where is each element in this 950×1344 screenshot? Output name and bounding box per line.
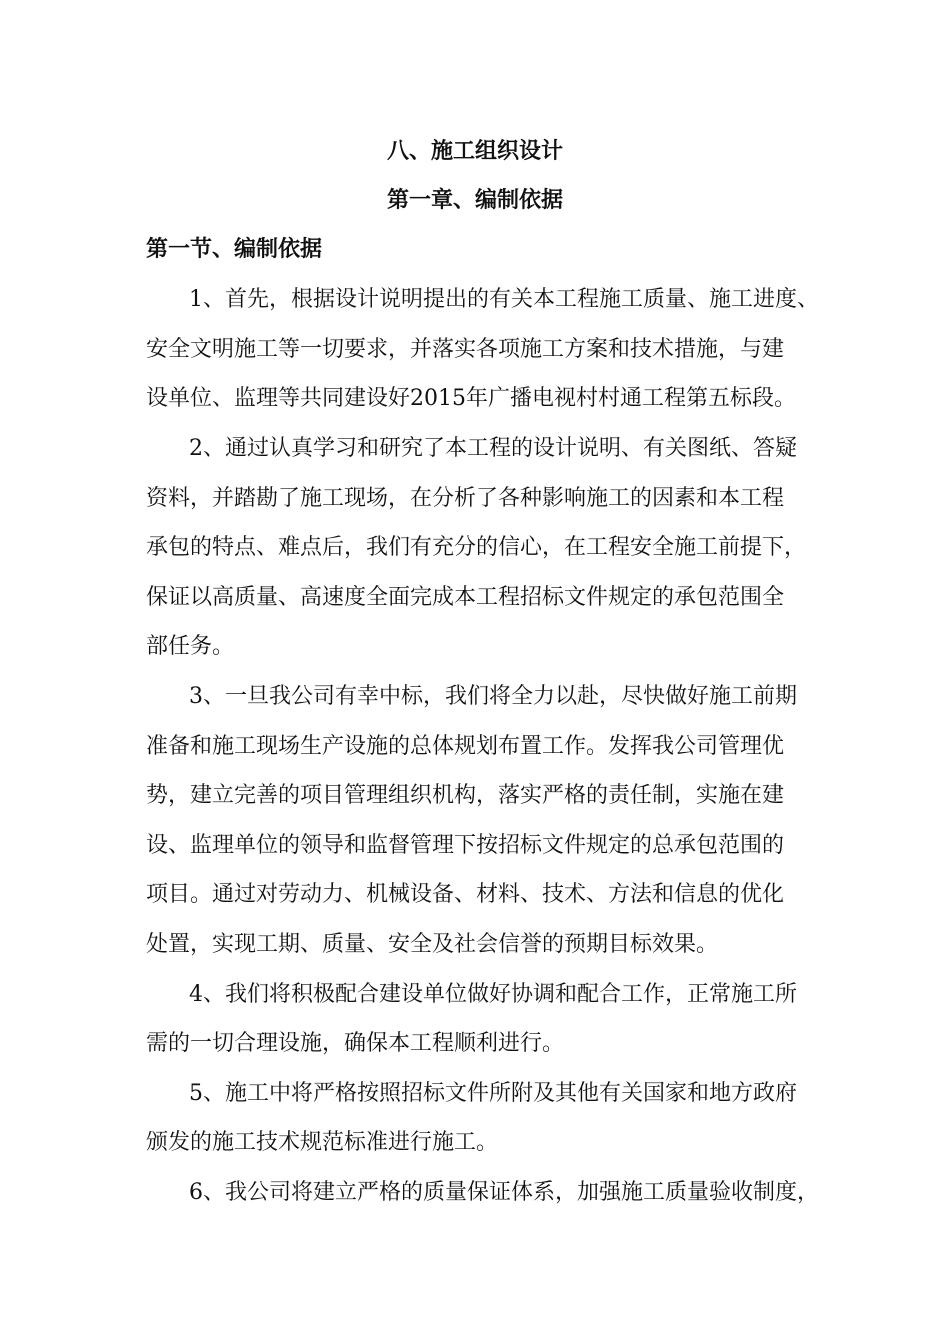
paragraph-2-line-1: 2、通过认真学习和研究了本工程的设计说明、有关图纸、答疑 bbox=[189, 436, 797, 461]
paragraph-6-line-1: 6、我公司将建立严格的质量保证体系，加强施工质量验收制度， bbox=[189, 1180, 819, 1205]
paragraph-3-line-2: 准备和施工现场生产设施的总体规划布置工作。发挥我公司管理优 bbox=[146, 734, 785, 759]
section-heading: 第一节、编制依据 bbox=[146, 237, 323, 262]
paragraph-3-line-5: 项目。通过对劳动力、机械设备、材料、技术、方法和信息的优化 bbox=[146, 882, 785, 907]
paragraph-1-line-3: 设单位、监理等共同建设好2015年广播电视村村通工程第五标段。 bbox=[146, 386, 796, 411]
paragraph-2-line-4: 保证以高质量、高速度全面完成本工程招标文件规定的承包范围全 bbox=[146, 585, 785, 610]
paragraph-3-line-3: 势，建立完善的项目管理组织机构，落实严格的责任制，实施在建 bbox=[146, 783, 785, 808]
paragraph-5-line-2: 颁发的施工技术规范标准进行施工。 bbox=[146, 1130, 499, 1155]
paragraph-2-line-5: 部任务。 bbox=[146, 634, 235, 659]
document-title: 八、施工组织设计 bbox=[386, 139, 563, 164]
paragraph-1-line-2: 安全文明施工等一切要求，并落实各项施工方案和技术措施，与建 bbox=[146, 337, 785, 362]
paragraph-3-line-6: 处置，实现工期、质量、安全及社会信誉的预期目标效果。 bbox=[146, 932, 719, 957]
paragraph-3-line-4: 设、监理单位的领导和监督管理下按招标文件规定的总承包范围的 bbox=[146, 833, 785, 858]
paragraph-4-line-1: 4、我们将积极配合建设单位做好协调和配合工作，正常施工所 bbox=[189, 982, 797, 1007]
paragraph-2-line-2: 资料，并踏勘了施工现场，在分析了各种影响施工的因素和本工程 bbox=[146, 486, 785, 511]
paragraph-3-line-1: 3、一旦我公司有幸中标，我们将全力以赴，尽快做好施工前期 bbox=[189, 684, 797, 709]
paragraph-1-line-1: 1、首先，根据设计说明提出的有关本工程施工质量、施工进度、 bbox=[189, 287, 819, 312]
paragraph-5-line-1: 5、施工中将严格按照招标文件所附及其他有关国家和地方政府 bbox=[189, 1081, 797, 1106]
chapter-heading: 第一章、编制依据 bbox=[386, 188, 563, 213]
paragraph-2-line-3: 承包的特点、难点后，我们有充分的信心，在工程安全施工前提下， bbox=[146, 535, 807, 560]
paragraph-4-line-2: 需的一切合理设施，确保本工程顺利进行。 bbox=[146, 1031, 565, 1056]
